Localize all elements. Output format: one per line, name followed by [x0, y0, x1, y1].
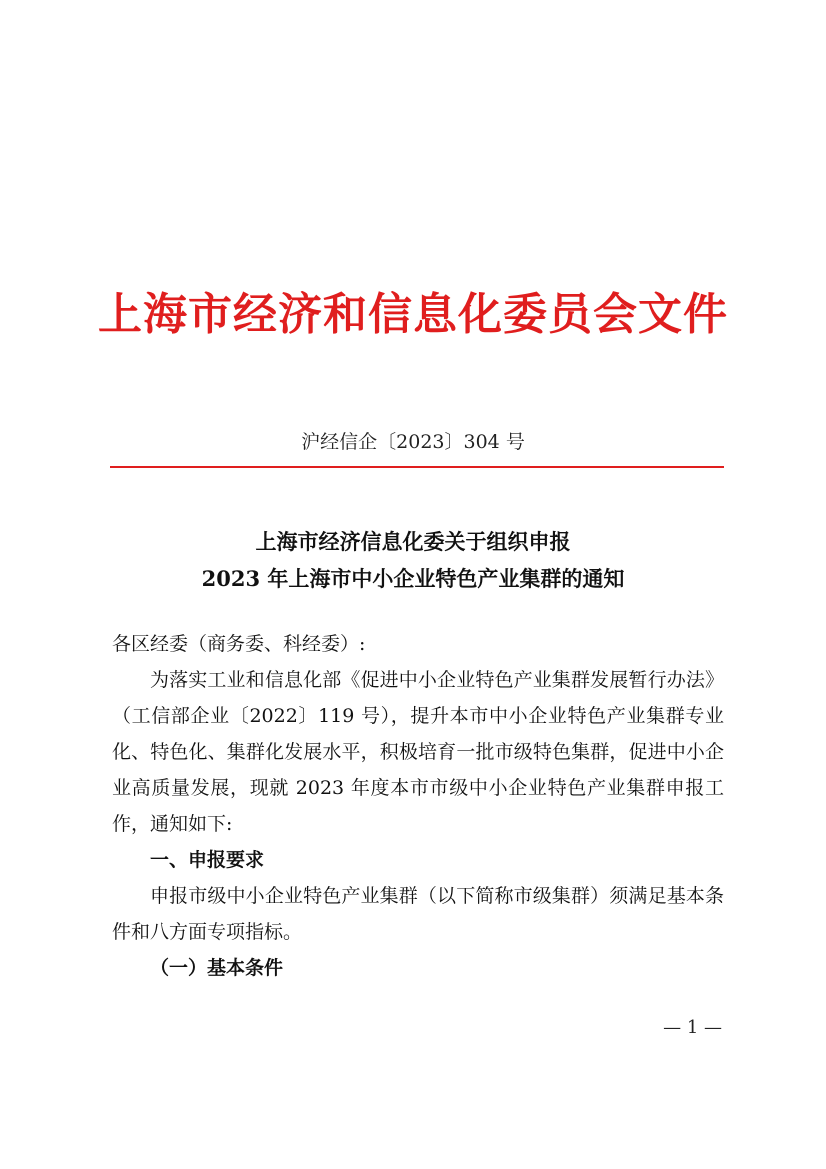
- notice-body: [112, 626, 724, 986]
- notice-title-line-1: 上海市经济信息化委关于组织申报: [255, 529, 571, 554]
- page-number: — 1 —: [663, 1017, 722, 1038]
- greeting: 各区经委（商务委、科经委）:: [112, 633, 366, 655]
- issuer-header: 上海市经济和信息化委员会文件: [98, 289, 728, 340]
- paragraph-intro: 为落实工业和信息化部《促进中小企业特色产业集群发展暂行办法》（工信部企业〔2022〕119 号），提升本市中小企业特色产业集群专业化、特色化、集群化发展水平，积极培育一批市级特色集群，促进中小企业高质量发展，现就 2023 年度本市市级中小企业特色产业集群申报工作，通知如下:: [112, 669, 724, 835]
- section-heading: 一、申报要求: [150, 849, 265, 871]
- paragraph-requirements: 申报市级中小企业特色产业集群（以下简称市级集群）须满足基本条件和八方面专项指标。: [112, 885, 724, 943]
- red-divider: [110, 466, 724, 468]
- document-number: 沪经信企〔2023〕304 号: [301, 431, 525, 453]
- subsection-heading: （一）基本条件: [150, 957, 284, 979]
- notice-title-line-2: 2023 年上海市中小企业特色产业集群的通知: [201, 566, 625, 591]
